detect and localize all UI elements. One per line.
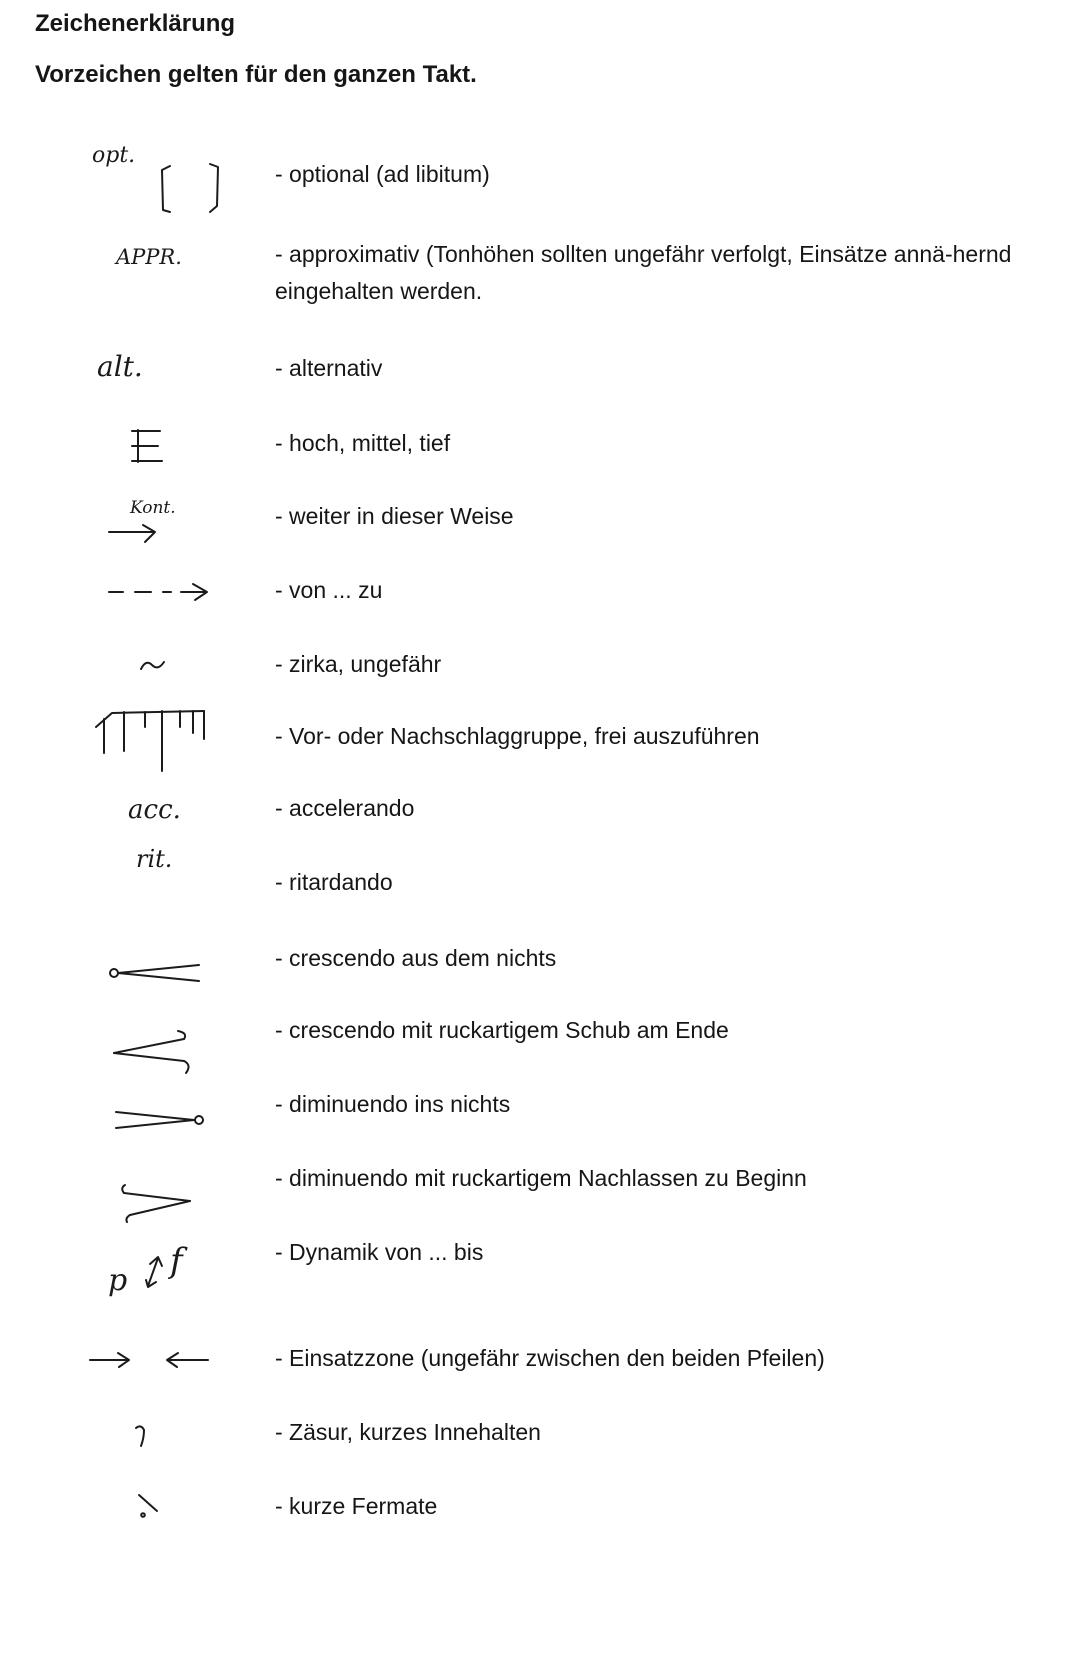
tilde-icon bbox=[138, 656, 168, 676]
legend-text-diminuendo-nichts: - diminuendo ins nichts bbox=[275, 1091, 511, 1117]
legend-text-weiter: - weiter in dieser Weise bbox=[275, 503, 514, 529]
crescendo-push-icon bbox=[108, 1025, 198, 1075]
legend-text-approximativ: - approximativ (Tonhöhen sollten ungefähr verfolgt, Einsätze annä-hernd eingehalten werden. bbox=[275, 241, 1012, 304]
legend-text-einsatzzone: - Einsatzzone (ungefähr zwischen den beiden Pfeilen) bbox=[275, 1345, 825, 1371]
page-title: Zeichenerklärung bbox=[35, 10, 236, 37]
ritardando-icon: rit. bbox=[136, 845, 173, 873]
page-subtitle: Vorzeichen gelten für den ganzen Takt. bbox=[35, 61, 477, 88]
dynamic-p-icon: p bbox=[108, 1263, 128, 1298]
diminuendo-niente-icon bbox=[112, 1105, 212, 1135]
legend-text-diminuendo-nachlassen: - diminuendo mit ruckartigem Nachlassen zu Beginn bbox=[275, 1165, 807, 1191]
crescendo-niente-icon bbox=[105, 958, 205, 988]
legend-text-crescendo-schub: - crescendo mit ruckartigem Schub am Ende bbox=[275, 1017, 729, 1043]
legend-text-dynamik: - Dynamik von ... bis bbox=[275, 1239, 484, 1265]
legend-text-fermate: - kurze Fermate bbox=[275, 1493, 438, 1519]
dynamic-f-icon: f bbox=[170, 1241, 183, 1281]
grace-group-icon bbox=[88, 705, 213, 775]
dashed-arrow-icon bbox=[105, 580, 215, 604]
legend-text-zirka: - zirka, ungefähr bbox=[275, 651, 442, 677]
short-fermata-icon bbox=[133, 1491, 163, 1521]
continue-arrow-icon bbox=[105, 520, 165, 550]
legend-text-alternativ: - alternativ bbox=[275, 355, 383, 381]
approximativ-icon: APPR. bbox=[116, 245, 182, 269]
caesura-icon bbox=[132, 1422, 152, 1450]
legend-text-ritardando: - ritardando bbox=[275, 869, 393, 895]
register-icon bbox=[128, 426, 178, 466]
legend-text-hoch-mittel-tief: - hoch, mittel, tief bbox=[275, 430, 451, 456]
legend-text-accelerando: - accelerando bbox=[275, 795, 415, 821]
legend-text-zaesur: - Zäsur, kurzes Innehalten bbox=[275, 1419, 541, 1445]
kont-label: Kont. bbox=[130, 498, 176, 518]
legend-text-crescendo-nichts: - crescendo aus dem nichts bbox=[275, 945, 557, 971]
legend-text-optional: - optional (ad libitum) bbox=[275, 161, 490, 187]
opt-label: opt. bbox=[92, 143, 136, 168]
accelerando-icon: acc. bbox=[128, 795, 181, 825]
diminuendo-drop-icon bbox=[116, 1183, 196, 1223]
legend-text-von-zu: - von ... zu bbox=[275, 577, 383, 603]
optional-bracket-icon bbox=[150, 158, 225, 220]
alternativ-icon: alt. bbox=[97, 350, 143, 383]
legend-text-vorschlag: - Vor- oder Nachschlaggruppe, frei auszuführen bbox=[275, 723, 760, 749]
entry-zone-arrows-icon bbox=[86, 1348, 216, 1372]
dynamic-range-icon bbox=[140, 1252, 170, 1292]
